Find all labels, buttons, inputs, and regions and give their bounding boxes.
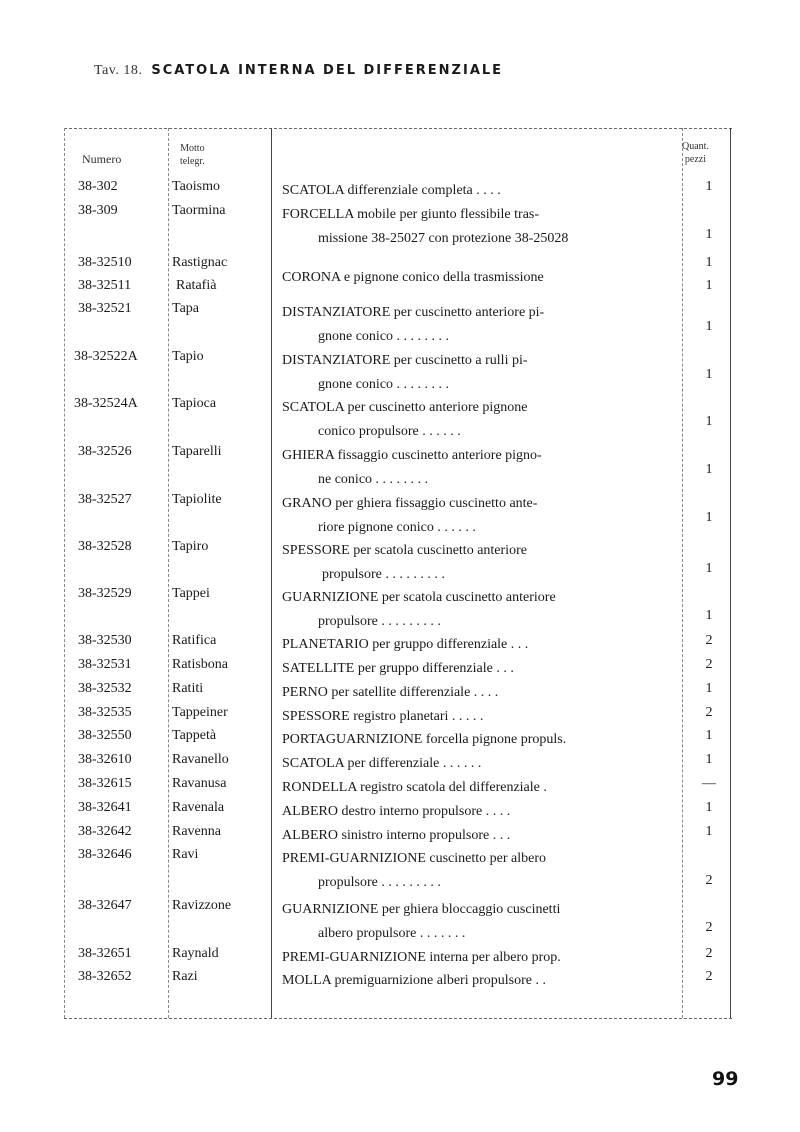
desc-line: ne conico . . . . . . . . bbox=[318, 471, 429, 487]
desc-line: GHIERA fissaggio cuscinetto anteriore pigno- bbox=[282, 448, 542, 463]
desc-line: SPESSORE registro planetari . . . . . bbox=[282, 709, 484, 724]
desc-line: SCATOLA per cuscinetto anteriore pignone bbox=[282, 400, 528, 415]
column-divider bbox=[64, 128, 65, 1018]
quantity: 1 bbox=[705, 752, 713, 767]
desc-line: MOLLA premiguarnizione alberi propulsore . . bbox=[282, 973, 546, 988]
part-description bbox=[282, 349, 674, 396]
quantity: 1 bbox=[705, 319, 713, 334]
part-description bbox=[282, 492, 674, 539]
part-number: 38-32526 bbox=[78, 444, 132, 459]
part-description bbox=[282, 776, 674, 800]
part-number: 38-32651 bbox=[78, 946, 132, 961]
telegraph-code: Ravizzone bbox=[172, 898, 232, 913]
quantity: 1 bbox=[705, 510, 713, 525]
desc-line: gnone conico . . . . . . . . bbox=[318, 376, 450, 392]
part-number: 38-32646 bbox=[78, 847, 132, 862]
part-description bbox=[282, 586, 674, 633]
quantity: 1 bbox=[705, 414, 713, 429]
part-description bbox=[282, 752, 674, 776]
part-number: 38-32511 bbox=[78, 278, 132, 293]
desc-line: SATELLITE per gruppo differenziale . . . bbox=[282, 661, 514, 676]
telegraph-code: Tapiolite bbox=[172, 492, 222, 507]
header-label: Motto bbox=[180, 143, 205, 154]
desc-line: riore pignone conico . . . . . . bbox=[318, 519, 476, 535]
desc-line: RONDELLA registro scatola del differenziale . bbox=[282, 780, 547, 795]
part-number: 38-309 bbox=[78, 203, 118, 218]
page-title bbox=[94, 62, 503, 79]
header-label: telegr. bbox=[180, 156, 205, 167]
telegraph-code: Raynald bbox=[172, 946, 219, 961]
desc-line: PREMI-GUARNIZIONE cuscinetto per albero bbox=[282, 851, 546, 866]
telegraph-code: Ravenala bbox=[172, 800, 225, 815]
quantity: — bbox=[702, 776, 716, 791]
desc-line: GUARNIZIONE per ghiera bloccaggio cuscinetti bbox=[282, 902, 561, 917]
desc-line: SCATOLA per differenziale . . . . . . bbox=[282, 756, 482, 771]
part-number: 38-32641 bbox=[78, 800, 132, 815]
part-number: 38-32652 bbox=[78, 969, 132, 984]
table-top-rule bbox=[64, 128, 732, 129]
column-divider bbox=[682, 128, 683, 1018]
part-number: 38-32522A bbox=[74, 349, 138, 364]
desc-line: propulsore . . . . . . . . . bbox=[318, 613, 441, 629]
telegraph-code: Ravanello bbox=[172, 752, 229, 767]
column-header-quantity bbox=[682, 140, 709, 166]
part-description bbox=[282, 824, 674, 848]
telegraph-code: Tapioca bbox=[172, 396, 217, 411]
desc-line: CORONA e pignone conico della trasmissione bbox=[282, 270, 544, 285]
quantity: 2 bbox=[705, 920, 713, 935]
part-description bbox=[282, 681, 674, 705]
part-number: 38-32524A bbox=[74, 396, 138, 411]
part-description bbox=[282, 800, 674, 824]
desc-line: PREMI-GUARNIZIONE interna per albero prop. bbox=[282, 950, 561, 965]
header-label: Quant. bbox=[682, 141, 709, 152]
telegraph-code: Tappetà bbox=[172, 728, 217, 743]
quantity: 2 bbox=[705, 873, 713, 888]
telegraph-code: Razi bbox=[172, 969, 198, 984]
telegraph-code: Ratifica bbox=[172, 633, 217, 648]
quantity: 1 bbox=[705, 367, 713, 382]
desc-line: ALBERO sinistro interno propulsore . . . bbox=[282, 828, 511, 843]
telegraph-code: Ravanusa bbox=[172, 776, 227, 791]
part-description bbox=[282, 203, 674, 250]
desc-line: SPESSORE per scatola cuscinetto anteriore bbox=[282, 543, 527, 558]
quantity: 1 bbox=[705, 800, 713, 815]
desc-line: PORTAGUARNIZIONE forcella pignone propuls. bbox=[282, 732, 567, 747]
part-description bbox=[282, 946, 674, 970]
part-description bbox=[282, 657, 674, 681]
quantity: 1 bbox=[705, 608, 713, 623]
part-number: 38-32615 bbox=[78, 776, 132, 791]
part-number: 38-32642 bbox=[78, 824, 132, 839]
part-number: 38-32529 bbox=[78, 586, 132, 601]
desc-line: GRANO per ghiera fissaggio cuscinetto ante- bbox=[282, 496, 538, 511]
part-number: 38-32610 bbox=[78, 752, 132, 767]
column-divider bbox=[168, 128, 169, 1018]
quantity: 1 bbox=[705, 227, 713, 242]
telegraph-code: Tapio bbox=[172, 349, 204, 364]
part-number: 38-32521 bbox=[78, 301, 132, 316]
part-description bbox=[282, 633, 674, 657]
part-number: 38-32647 bbox=[78, 898, 132, 913]
telegraph-code: Tapa bbox=[172, 301, 200, 316]
parts-table bbox=[64, 128, 732, 1020]
header-label: pezzi bbox=[684, 154, 707, 165]
quantity: 1 bbox=[705, 728, 713, 743]
desc-line: propulsore . . . . . . . . . bbox=[322, 566, 445, 582]
part-description bbox=[282, 444, 674, 491]
page-number: 99 bbox=[712, 1068, 739, 1090]
part-description bbox=[282, 847, 674, 894]
telegraph-code: Tappei bbox=[172, 586, 210, 601]
part-description bbox=[282, 301, 674, 348]
desc-line: propulsore . . . . . . . . . bbox=[318, 874, 441, 890]
part-number: 38-302 bbox=[78, 179, 118, 194]
desc-line: conico propulsore . . . . . . bbox=[318, 423, 461, 439]
part-number: 38-32532 bbox=[78, 681, 132, 696]
quantity: 2 bbox=[705, 633, 713, 648]
header-label: Numero bbox=[82, 152, 122, 166]
quantity: 2 bbox=[705, 705, 713, 720]
quantity: 2 bbox=[705, 657, 713, 672]
part-description bbox=[282, 728, 674, 752]
column-header-motto bbox=[180, 142, 205, 168]
quantity: 1 bbox=[705, 681, 713, 696]
telegraph-code: Rastignac bbox=[172, 255, 228, 270]
telegraph-code: Taparelli bbox=[172, 444, 222, 459]
desc-line: albero propulsore . . . . . . . bbox=[318, 925, 466, 941]
telegraph-code: Ravi bbox=[172, 847, 199, 862]
desc-line: ALBERO destro interno propulsore . . . . bbox=[282, 804, 511, 819]
quantity: 2 bbox=[705, 969, 713, 984]
part-number: 38-32510 bbox=[78, 255, 132, 270]
quantity: 1 bbox=[705, 255, 713, 270]
table-label: Tav. 18. bbox=[94, 63, 143, 78]
telegraph-code: Tappeiner bbox=[172, 705, 228, 720]
desc-line: DISTANZIATORE per cuscinetto a rulli pi- bbox=[282, 353, 528, 368]
column-divider bbox=[730, 128, 731, 1018]
telegraph-code: Taoismo bbox=[172, 179, 221, 194]
desc-line: gnone conico . . . . . . . . bbox=[318, 328, 450, 344]
quantity: 1 bbox=[705, 179, 713, 194]
part-description bbox=[282, 396, 674, 443]
part-number: 38-32530 bbox=[78, 633, 132, 648]
telegraph-code: Ratafià bbox=[176, 278, 217, 293]
desc-line: PERNO per satellite differenziale . . . . bbox=[282, 685, 499, 700]
table-title: SCATOLA INTERNA DEL DIFFERENZIALE bbox=[151, 63, 504, 78]
quantity: 1 bbox=[705, 462, 713, 477]
quantity: 1 bbox=[705, 824, 713, 839]
desc-line: FORCELLA mobile per giunto flessibile tras- bbox=[282, 207, 540, 222]
desc-line: GUARNIZIONE per scatola cuscinetto anteriore bbox=[282, 590, 556, 605]
table-bottom-rule bbox=[64, 1018, 732, 1019]
telegraph-code: Ratisbona bbox=[172, 657, 228, 672]
desc-line: PLANETARIO per gruppo differenziale . . . bbox=[282, 637, 529, 652]
part-description bbox=[282, 898, 674, 945]
desc-line: SCATOLA differenziale completa . . . . bbox=[282, 183, 501, 198]
column-header-numero bbox=[82, 152, 121, 167]
telegraph-code: Ravenna bbox=[172, 824, 221, 839]
part-description bbox=[282, 179, 674, 203]
telegraph-code: Tapiro bbox=[172, 539, 209, 554]
desc-line: DISTANZIATORE per cuscinetto anteriore pi- bbox=[282, 305, 545, 320]
part-description bbox=[282, 539, 674, 586]
part-number: 38-32528 bbox=[78, 539, 132, 554]
part-description bbox=[282, 705, 674, 729]
part-number: 38-32531 bbox=[78, 657, 132, 672]
telegraph-code: Taormina bbox=[172, 203, 226, 218]
part-number: 38-32535 bbox=[78, 705, 132, 720]
quantity: 1 bbox=[705, 278, 713, 293]
quantity: 2 bbox=[705, 946, 713, 961]
part-description bbox=[282, 969, 674, 993]
part-description bbox=[282, 266, 674, 290]
quantity: 1 bbox=[705, 561, 713, 576]
telegraph-code: Ratiti bbox=[172, 681, 204, 696]
desc-line: missione 38-25027 con protezione 38-25028 bbox=[318, 230, 569, 246]
part-number: 38-32550 bbox=[78, 728, 132, 743]
part-number: 38-32527 bbox=[78, 492, 132, 507]
